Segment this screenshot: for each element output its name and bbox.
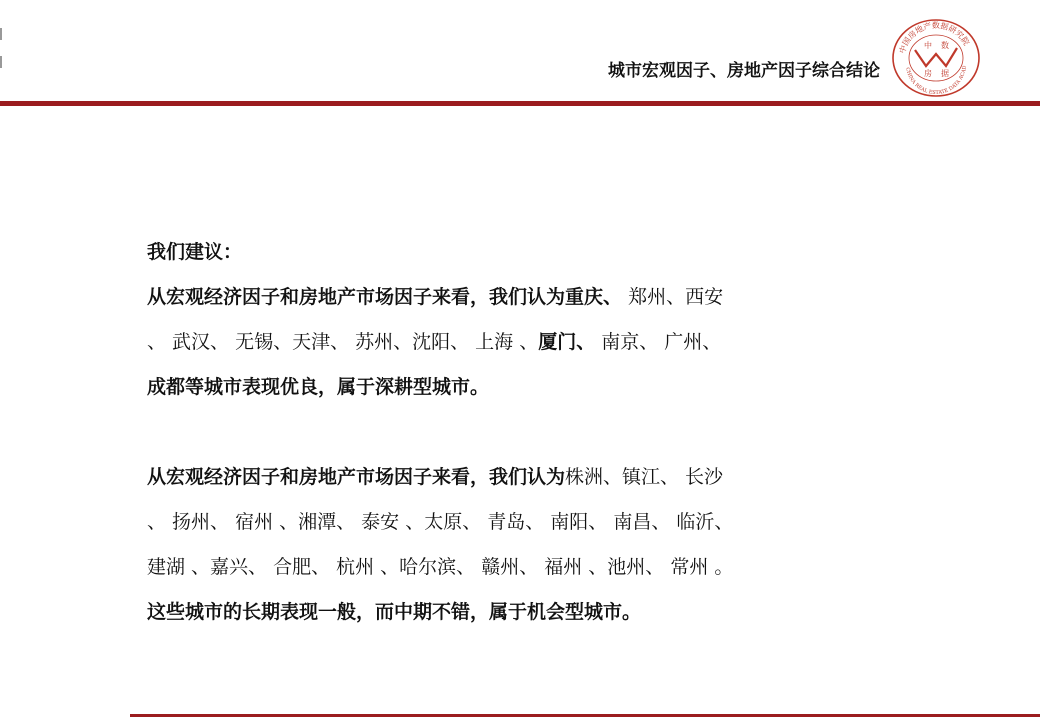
edge-mark-bottom bbox=[0, 56, 2, 68]
paragraph-line bbox=[147, 365, 877, 410]
city-highlight: 重庆、 bbox=[565, 286, 623, 308]
academy-logo bbox=[891, 18, 981, 98]
city-highlight: 成都 bbox=[147, 376, 186, 398]
footer-divider bbox=[130, 714, 1040, 717]
logo-char-1: 中 bbox=[924, 41, 932, 50]
paragraph-line bbox=[147, 455, 877, 500]
paragraph-conclusion-text: 等城市表现优良，属于深耕型城市。 bbox=[185, 376, 490, 398]
logo-char-3: 房 bbox=[924, 69, 932, 78]
logo-char-2: 数 bbox=[941, 41, 949, 50]
city-highlight: 厦门、 bbox=[538, 331, 596, 353]
paragraph-line bbox=[147, 275, 877, 320]
paragraph-conclusion-text: 这些城市的长期表现一般，而中期不错，属于机会型城市。 bbox=[147, 601, 642, 623]
recommendation-body bbox=[147, 230, 877, 635]
city-list-text: 株洲、镇江、 长沙 bbox=[565, 466, 724, 488]
paragraph-lead-text: 从宏观经济因子和房地产市场因子来看，我们认为 bbox=[147, 286, 566, 308]
header-divider bbox=[0, 101, 1040, 106]
city-list-text: 建湖 、嘉兴、 合肥、 杭州 、哈尔滨、 赣州、 福州 、池州、 常州 。 bbox=[147, 556, 734, 578]
spacer bbox=[147, 410, 877, 455]
city-list-text: 南京、 广州、 bbox=[595, 331, 722, 353]
logo-ring-text-en: CHINA REAL ESTATE DATA ACAD bbox=[904, 65, 969, 97]
paragraph-opportunity bbox=[147, 455, 877, 635]
paragraph-line bbox=[147, 320, 877, 365]
recommendation-heading: 我们建议： bbox=[147, 241, 243, 263]
city-list-text: 、 扬州、 宿州 、湘潭、 泰安 、太原、 青岛、 南阳、 南昌、 临沂、 bbox=[147, 511, 734, 533]
page-title: 城市宏观因子、房地产因子综合结论 bbox=[608, 61, 880, 81]
logo-ring-text-cn: 中国房地产数据研究院 bbox=[897, 20, 971, 55]
paragraph-lead-text: 从宏观经济因子和房地产市场因子来看，我们认为 bbox=[147, 466, 566, 488]
city-list-text: 郑州、西安 bbox=[622, 286, 724, 308]
city-list-text: 、 武汉、 无锡、天津、 苏州、沈阳、 上海 、 bbox=[147, 331, 539, 353]
edge-mark-top bbox=[0, 28, 2, 40]
paragraph-deep-cultivation bbox=[147, 275, 877, 410]
logo-char-4: 据 bbox=[941, 69, 949, 78]
